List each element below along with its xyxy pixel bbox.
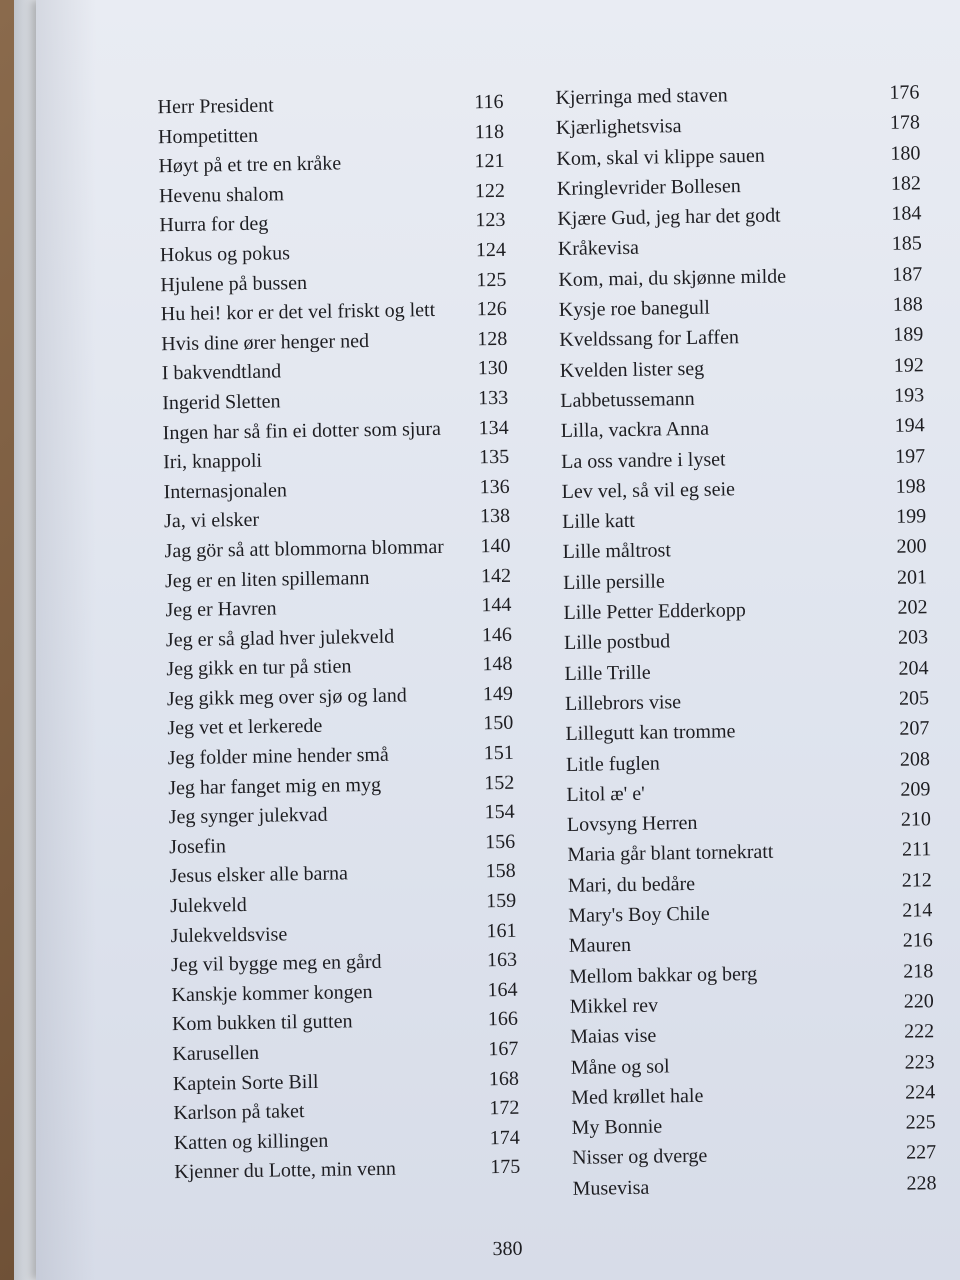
toc-entry-page: 142 — [480, 564, 512, 587]
toc-entry-page: 135 — [478, 445, 510, 469]
toc-entry-title: Kråkevisa — [557, 237, 640, 261]
toc-entry-title: Kaptein Sorte Bill — [172, 1070, 319, 1095]
toc-entry-page: 187 — [892, 263, 923, 286]
toc-entry-title: Lille katt — [561, 509, 636, 534]
toc-entry-title: Labbetussemann — [560, 387, 695, 412]
toc-entry-title: Kjenner du Lotte, min venn — [174, 1158, 397, 1184]
toc-entry-title: Kjærlighetsvisa — [555, 115, 682, 140]
toc-entry-title: Lille persille — [562, 570, 665, 594]
toc-entry-page: 136 — [479, 475, 510, 498]
toc-entry-page: 126 — [476, 297, 507, 321]
toc-entry-page: 178 — [889, 111, 921, 135]
toc-entry-page: 149 — [482, 682, 514, 706]
toc-entry-title: Julekveld — [169, 894, 247, 918]
toc-entry-page: 116 — [474, 90, 504, 114]
toc-entry-title: Iri, knappoli — [162, 449, 263, 474]
toc-entry-page: 214 — [902, 899, 933, 922]
toc-entry-title: Kringlevrider Bollesen — [556, 175, 741, 200]
toc-entry-title: Mauren — [568, 934, 632, 958]
toc-entry-title: Internasjonalen — [163, 479, 288, 503]
toc-entry-page: 194 — [894, 414, 925, 438]
toc-entry-title: Josefin — [169, 835, 227, 859]
toc-entry-page: 222 — [904, 1020, 935, 1043]
toc-entry-title: Hurra for deg — [159, 212, 269, 237]
toc-entry-page: 176 — [889, 81, 920, 104]
toc-entry-page: 159 — [485, 889, 517, 913]
toc-entry-page: 212 — [901, 868, 932, 892]
toc-entry-title: Jeg folder mine hender små — [167, 743, 390, 770]
toc-entry-page: 218 — [903, 959, 934, 983]
toc-entry-page: 216 — [902, 929, 933, 952]
toc-entry-title: Maias vise — [570, 1024, 657, 1049]
toc-entry-page: 209 — [900, 778, 931, 801]
toc-entry-page: 228 — [906, 1171, 937, 1195]
toc-entry-title: Hjulene på bussen — [160, 271, 308, 296]
toc-entry-page: 144 — [481, 593, 512, 617]
toc-entry-page: 227 — [905, 1141, 937, 1165]
toc-entry-page: 151 — [483, 741, 514, 765]
toc-entry-title: Maria går blant tornekratt — [567, 841, 774, 867]
toc-entry-page: 210 — [900, 808, 932, 831]
toc-entry-title: Karusellen — [172, 1041, 260, 1066]
toc-entry-page: 205 — [898, 687, 930, 710]
toc-entry-page: 118 — [474, 120, 505, 143]
toc-entry-page: 197 — [894, 444, 926, 468]
toc-entry-title: Jeg er en liten spillemann — [164, 566, 370, 592]
toc-entry-title: Lille Petter Edderkopp — [563, 599, 746, 625]
toc-entry-title: Kanskje kommer kongen — [171, 980, 373, 1006]
toc-entry-page: 128 — [477, 327, 508, 351]
toc-entry-page: 146 — [481, 623, 513, 646]
toc-entry-page: 199 — [895, 505, 927, 528]
toc-entry-title: My Bonnie — [571, 1115, 663, 1139]
toc-entry-page: 121 — [474, 150, 505, 173]
toc-entry-title: Jeg har fanget mig en myg — [168, 773, 382, 799]
toc-entry-page: 225 — [905, 1111, 936, 1134]
toc-entry-title: Kom bukken til gutten — [171, 1010, 353, 1036]
toc-entry-title: Lillebrors vise — [564, 691, 682, 715]
toc-entry-page: 123 — [475, 209, 506, 232]
toc-entry-title: Kom, mai, du skjønne milde — [558, 265, 787, 291]
toc-entry-title: Lev vel, så vil eg seie — [561, 478, 736, 503]
toc-entry-title: Hvis dine ører henger ned — [161, 329, 370, 356]
toc-entry-page: 167 — [488, 1037, 519, 1061]
toc-entry-page: 203 — [897, 626, 929, 650]
toc-entry-title: Mikkel rev — [569, 994, 659, 1018]
toc-entry-title: Jag gör så att blommorna blommar — [164, 535, 445, 563]
toc-entry-page: 223 — [904, 1050, 935, 1074]
table-of-contents — [36, 0, 960, 1280]
toc-entry-page: 172 — [489, 1096, 520, 1120]
toc-entry-title: Ja, vi elsker — [163, 509, 260, 533]
toc-entry-title: Litol æ' e' — [566, 782, 645, 806]
toc-entry-title: Karlson på taket — [173, 1100, 305, 1125]
toc-entry-title: Måne og sol — [570, 1054, 670, 1079]
toc-entry-title: Mari, du bedåre — [567, 872, 696, 897]
toc-entry-page: 158 — [485, 860, 516, 883]
toc-entry-title: Lille postbud — [563, 630, 671, 655]
toc-entry-page: 140 — [480, 534, 511, 558]
toc-entry-page: 174 — [489, 1126, 520, 1149]
toc-entry-page: 184 — [891, 202, 922, 225]
toc-entry-page: 175 — [490, 1156, 521, 1179]
toc-entry-title: Hokus og pokus — [159, 242, 291, 267]
toc-entry — [572, 1168, 936, 1204]
toc-entry-title: Kom, skal vi klippe sauen — [556, 144, 765, 170]
toc-entry-title: Herr President — [157, 94, 274, 119]
toc-left-column — [157, 88, 520, 1188]
toc-entry-title: Litle fuglen — [565, 752, 660, 776]
toc-entry-page: 224 — [904, 1080, 936, 1104]
toc-entry-page: 161 — [486, 919, 517, 942]
toc-entry-title: Lovsyng Herren — [566, 812, 698, 837]
toc-entry-title: Lilla, vackra Anna — [560, 417, 710, 443]
toc-entry-page: 124 — [475, 238, 507, 262]
toc-entry-title: Mary's Boy Chile — [568, 902, 710, 927]
toc-entry-page: 204 — [898, 656, 929, 680]
toc-entry-title: Høyt på et tre en kråke — [158, 152, 342, 178]
toc-entry-title: Jeg synger julekvad — [168, 803, 328, 829]
toc-entry-title: Kvelden lister seg — [559, 357, 705, 382]
toc-entry-page: 133 — [478, 386, 509, 410]
toc-entry-title: Hevenu shalom — [158, 183, 285, 208]
toc-entry-page: 154 — [484, 801, 515, 824]
toc-entry-page: 208 — [899, 747, 931, 771]
toc-entry-title: Jeg er Havren — [165, 597, 277, 622]
toc-entry-page: 156 — [484, 830, 516, 854]
toc-entry-title: Katten og killingen — [173, 1129, 329, 1154]
toc-entry — [174, 1153, 520, 1188]
toc-entry-page: 185 — [891, 232, 923, 256]
toc-entry-title: Jeg gikk en tur på stien — [166, 655, 352, 681]
toc-entry-title: Ingen har så fin ei dotter som sjura — [162, 417, 442, 444]
toc-entry-title: Lille Trille — [564, 661, 651, 685]
book-page — [36, 0, 960, 1280]
toc-entry-title: La oss vandre i lyset — [561, 447, 726, 473]
toc-entry-title: Hompetitten — [157, 124, 259, 148]
toc-entry-title: Jeg vil bygge meg en gård — [170, 951, 382, 977]
toc-entry-page: 193 — [894, 384, 925, 407]
toc-entry-title: Kysje roe banegull — [558, 296, 711, 322]
toc-entry-title: Kveldssang for Laffen — [559, 326, 740, 352]
toc-entry-page: 138 — [479, 505, 511, 528]
toc-right-column — [555, 77, 937, 1204]
toc-entry-page: 163 — [486, 948, 518, 972]
toc-entry-page: 220 — [903, 990, 934, 1013]
toc-entry-title: Lillegutt kan tromme — [565, 720, 736, 746]
toc-entry-page: 166 — [487, 1008, 519, 1031]
toc-entry-page: 182 — [890, 172, 922, 195]
toc-entry-page: 211 — [901, 838, 932, 862]
toc-entry-title: Kjerringa med staven — [555, 84, 728, 110]
toc-entry-page: 189 — [893, 323, 924, 347]
toc-entry-title: Jeg gikk meg over sjø og land — [166, 684, 407, 711]
toc-entry-title: Mellom bakkar og berg — [569, 962, 758, 988]
toc-entry-page: 192 — [893, 353, 924, 377]
toc-entry-page: 122 — [474, 179, 506, 203]
toc-entry-page: 198 — [895, 475, 926, 498]
toc-entry-page: 164 — [487, 978, 518, 1002]
toc-entry-page: 152 — [484, 771, 515, 794]
toc-entry-page: 150 — [483, 712, 514, 735]
toc-entry-page: 200 — [896, 535, 927, 559]
toc-entry-page: 188 — [892, 293, 923, 316]
toc-entry-title: Ingerid Sletten — [162, 390, 281, 415]
toc-entry-page: 134 — [478, 416, 509, 439]
toc-entry-title: Musevisa — [572, 1176, 650, 1200]
toc-entry-title: Hu hei! kor er det vel friskt og lett — [160, 299, 436, 326]
toc-entry-page: 180 — [890, 141, 921, 165]
toc-entry-title: I bakvendtland — [161, 360, 282, 385]
toc-entry-page: 201 — [896, 566, 928, 589]
toc-entry-title: Julekveldsvise — [170, 922, 288, 947]
toc-entry-title: Lille måltrost — [562, 539, 672, 564]
toc-entry-title: Jesus elsker alle barna — [169, 862, 349, 888]
toc-entry-page: 168 — [488, 1067, 520, 1090]
toc-entry-page: 125 — [476, 268, 507, 291]
toc-entry-page: 202 — [897, 596, 928, 619]
toc-entry-page: 130 — [477, 357, 508, 380]
page-number: 380 — [492, 1237, 523, 1261]
toc-entry-title: Med krøllet hale — [571, 1084, 704, 1109]
toc-entry-page: 207 — [899, 717, 930, 740]
toc-entry-title: Jeg er så glad hver julekveld — [165, 625, 395, 651]
toc-entry-page: 148 — [482, 653, 513, 676]
toc-entry-title: Kjære Gud, jeg har det godt — [557, 204, 781, 231]
toc-entry-title: Jeg vet et lerkerede — [167, 715, 323, 740]
toc-entry-title: Nisser og dverge — [571, 1145, 708, 1170]
